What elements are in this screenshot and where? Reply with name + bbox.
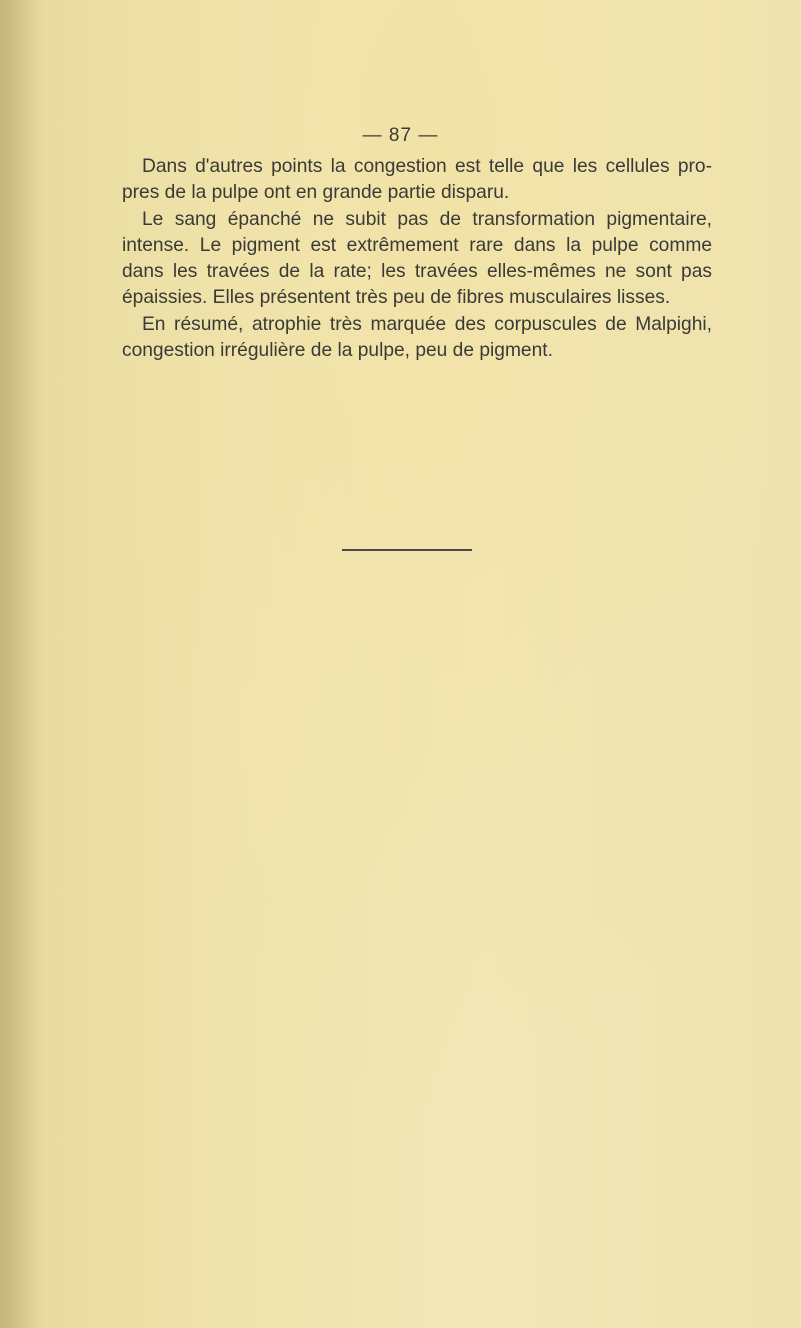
text-line: dans les travées de la rate; les travées elles-mêmes ne sont pas (122, 261, 712, 283)
text-line: intense. Le pigment est extrêmement rare dans la pulpe comme (122, 234, 712, 256)
text-line: épaissies. Elles présentent très peu de fibres musculaires lisses. (122, 287, 671, 309)
text-line: Le sang épanché ne subit pas de transformation pigmentaire, (142, 208, 712, 230)
section-divider (342, 549, 472, 551)
page-edge-shadow (0, 0, 40, 1328)
body-text (122, 154, 712, 364)
page-number: — 87 — (362, 125, 439, 146)
text-line: En résumé, atrophie très marquée des corpuscules de Malpighi, (142, 313, 712, 335)
text-line: congestion irrégulière de la pulpe, peu de pigment. (122, 340, 553, 362)
text-line: pres de la pulpe ont en grande partie disparu. (122, 182, 510, 204)
text-line: Dans d'autres points la congestion est telle que les cellules pro- (142, 156, 712, 177)
